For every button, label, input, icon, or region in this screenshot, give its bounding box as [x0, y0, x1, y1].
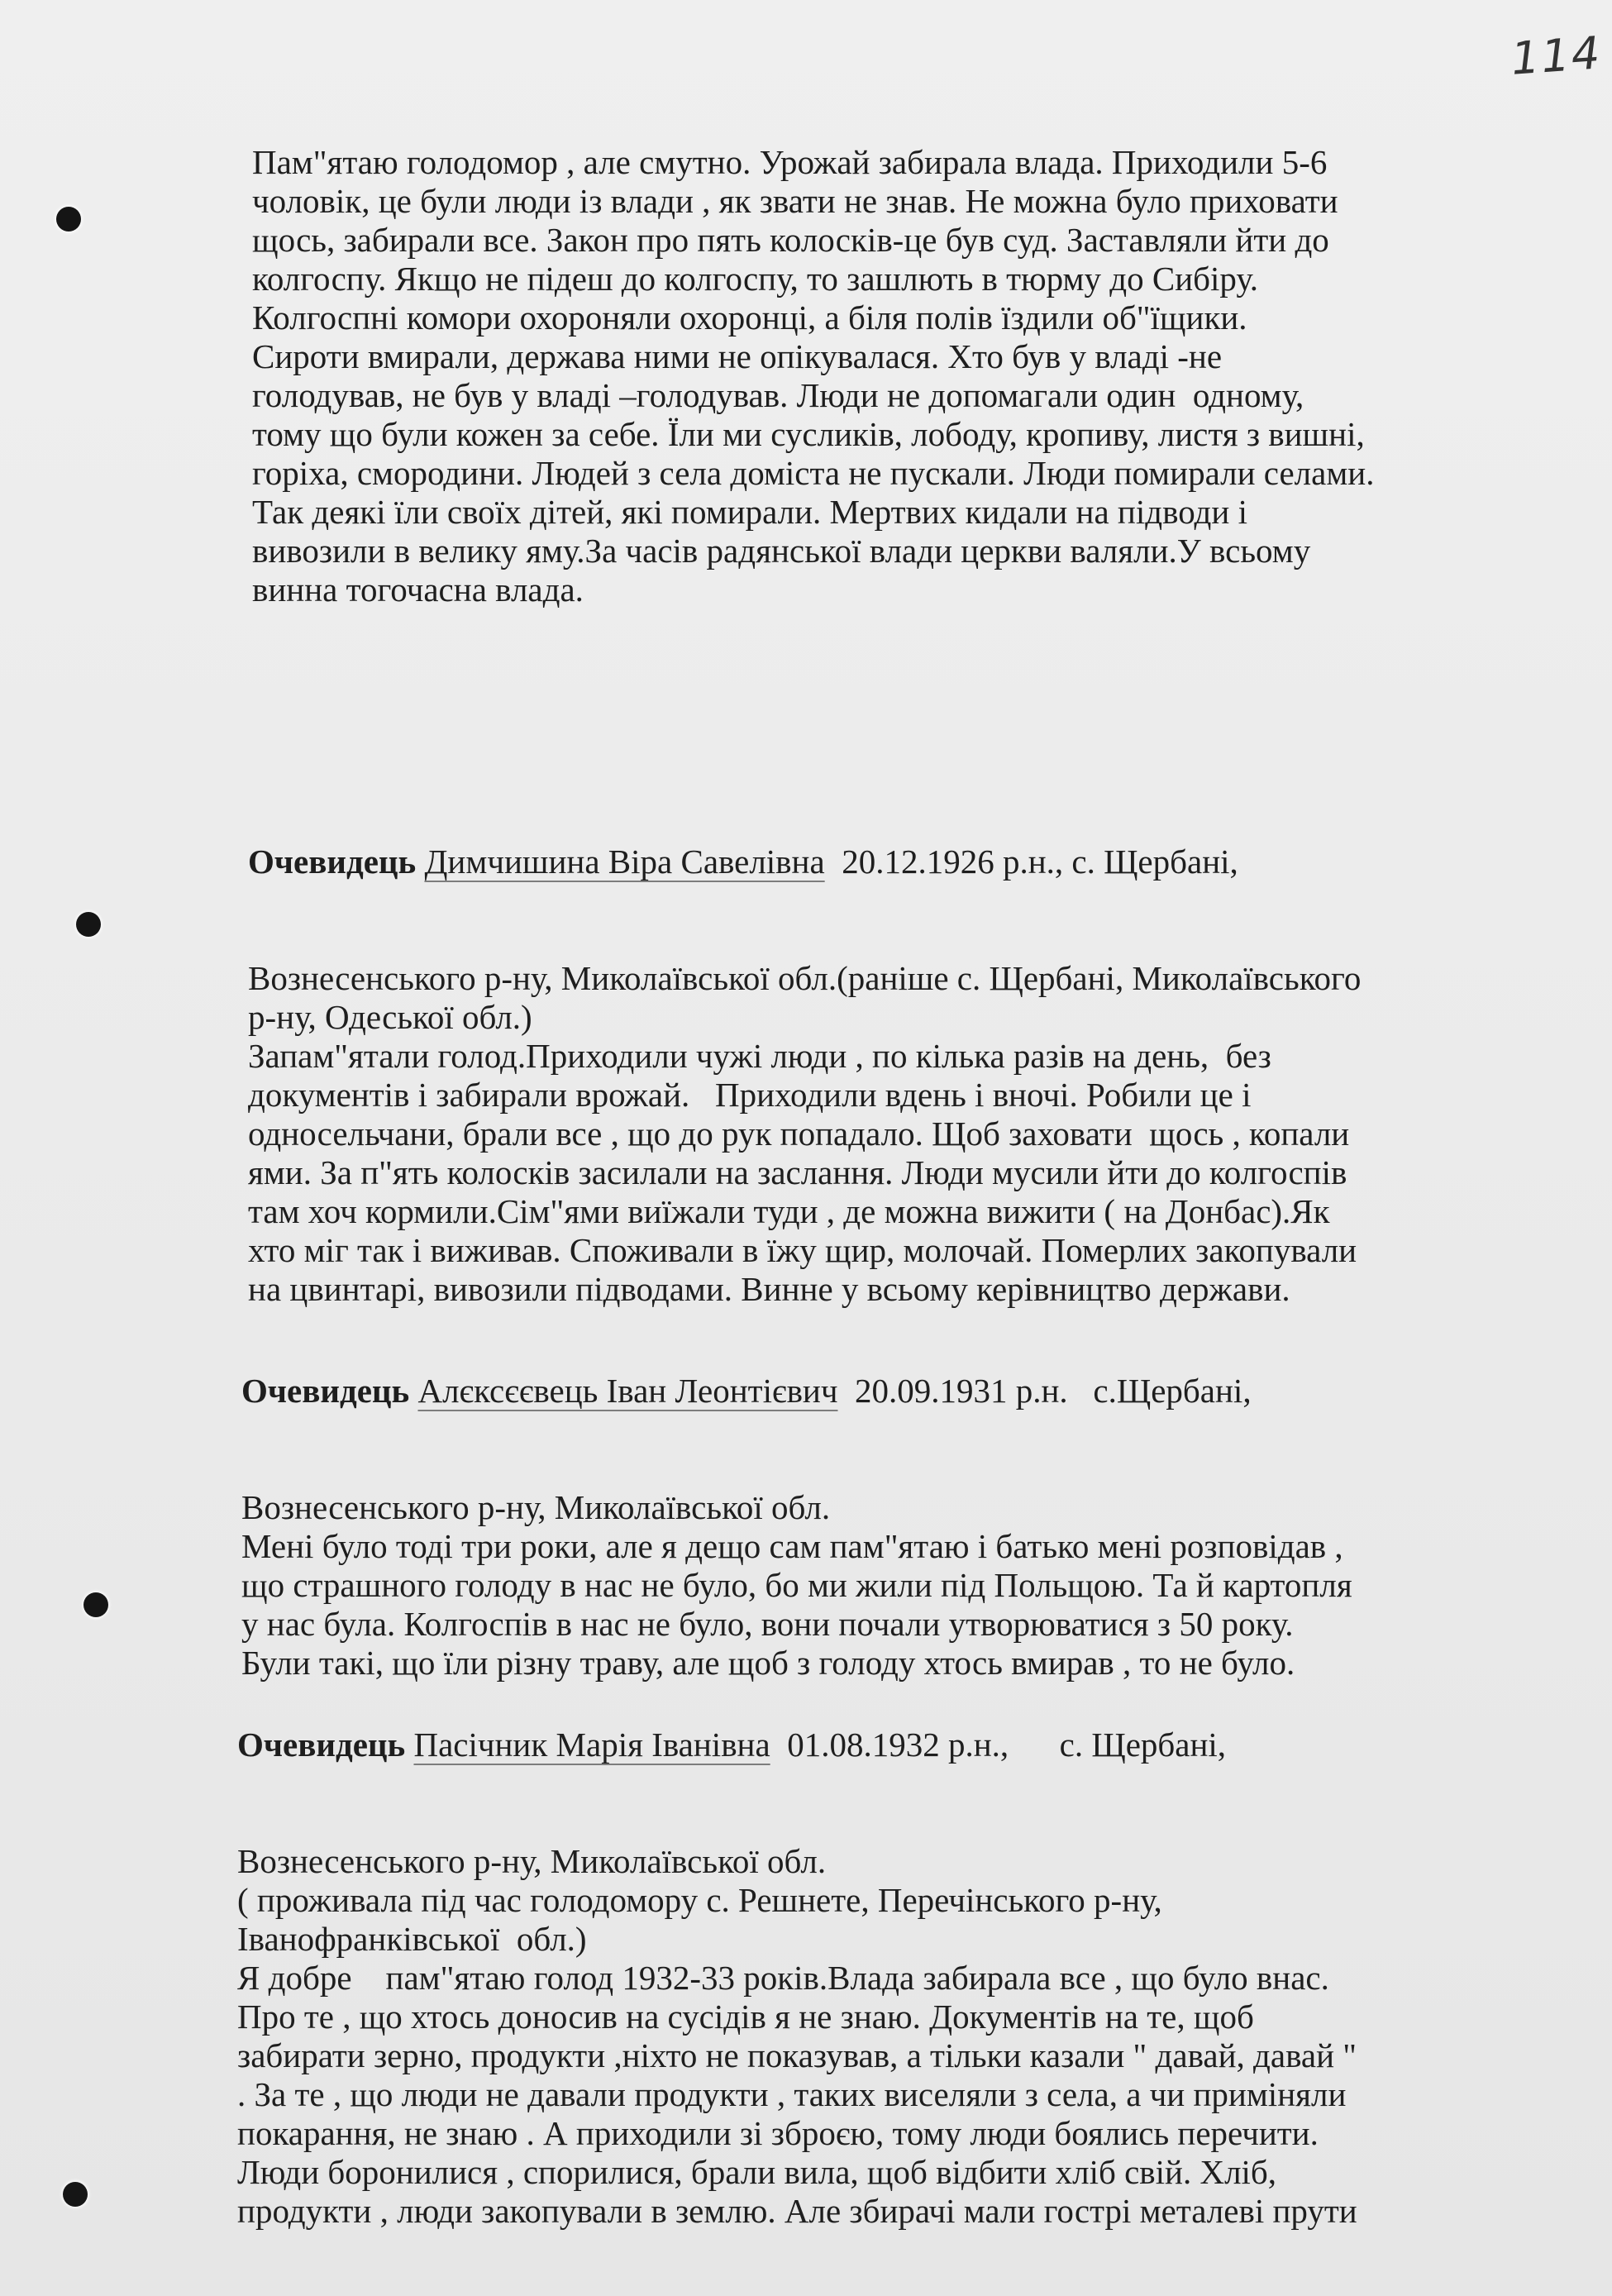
- witness-2-name: Алєксєєвець Іван Леонтієвич: [417, 1372, 838, 1410]
- witness-3-header-details: 01.08.1932 р.н., с. Щербані,: [770, 1726, 1227, 1764]
- witness-3-line: Про те , що хтось доносив на сусідів я не знаю. Документів на те, щоб: [237, 1998, 1254, 2036]
- witness-1-section: [248, 765, 1361, 1309]
- witness-3-line: . За те , що люди не давали продукти , таких виселяли з села, а чи приміняли: [237, 2075, 1347, 2113]
- paragraph-1-line: колгоспу. Якщо не підеш до колгоспу, то зашлють в тюрму до Сибіру.: [252, 260, 1259, 298]
- witness-2-header-details: 20.09.1931 р.н. с.Щербані,: [837, 1372, 1252, 1410]
- witness-3-line: Вознесенського р-ну, Миколаївської обл.: [237, 1842, 827, 1880]
- witness-3-line: Іванофранківської обл.): [237, 1920, 587, 1958]
- witness-2-line: у нас була. Колгоспів в нас не було, вони почали утворюватися з 50 року.: [241, 1605, 1294, 1643]
- witness-2-section: [241, 1294, 1352, 1683]
- witness-3-line: забирати зерно, продукти ,ніхто не показував, а тільки казали " давай, давай ": [237, 2036, 1357, 2074]
- witness-3-label: Очевидець: [237, 1726, 406, 1764]
- paragraph-1-line: вивозили в велику яму.За часів радянської влади церкви валяли.У всьому: [252, 532, 1311, 570]
- paragraph-1-line: горіха, смородини. Людей з села доміста не пускали. Люди помирали селами.: [252, 454, 1375, 492]
- witness-3-line: Люди боронилися , спорилися, брали вила, щоб відбити хліб свій. Хліб,: [237, 2153, 1277, 2191]
- witness-1-header: [248, 843, 1361, 881]
- paragraph-1-line: щось, забирали все. Закон про пять колосків-це був суд. Заставляли йти до: [252, 221, 1329, 259]
- witness-1-line: односельчани, брали все , що до рук попадало. Щоб заховати щось , копали: [248, 1115, 1350, 1153]
- witness-1-line: хто міг так і виживав. Споживали в їжу щир, молочай. Померлих закопували: [248, 1231, 1357, 1269]
- witness-3-header: [237, 1726, 1357, 1764]
- witness-2-line: Мені було тоді три роки, але я дещо сам пам"ятаю і батько мені розповідав ,: [241, 1527, 1343, 1565]
- witness-1-line: там хоч кормили.Сім"ями виїжали туди , де можна вижити ( на Донбас).Як: [248, 1192, 1330, 1230]
- witness-2-line: що страшного голоду в нас не було, бо ми жили під Польщою. Та й картопля: [241, 1566, 1352, 1604]
- witness-1-line: документів і забирали врожай. Приходили вдень і вночі. Робили це і: [248, 1076, 1252, 1114]
- witness-1-line: ями. За п"ять колосків засилали на заслання. Люди мусили йти до колгоспів: [248, 1153, 1347, 1191]
- witness-2-label: Очевидець: [241, 1372, 410, 1410]
- witness-3-line: ( проживала під час голодомору с. Решнете, Перечінського р-ну,: [237, 1881, 1162, 1919]
- paragraph-1-line: Так деякі їли своїх дітей, які помирали. Мертвих кидали на підводи і: [252, 493, 1247, 531]
- punch-hole-1: [56, 207, 81, 232]
- witness-1-name: Димчишина Віра Савелівна: [424, 843, 825, 881]
- witness-2-header: [241, 1372, 1352, 1411]
- paragraph-1-line: чоловік, це були люди із влади , як звати не знав. Не можна було приховати: [252, 182, 1338, 220]
- paragraph-1-line: Пам"ятаю голодомор , але смутно. Урожай забирала влада. Приходили 5-6: [252, 143, 1328, 181]
- witness-3-name: Пасічник Марія Іванівна: [413, 1726, 770, 1764]
- witness-1-line: Запам"ятали голод.Приходили чужі люди , по кілька разів на день, без: [248, 1037, 1271, 1075]
- paragraph-1-line: винна тогочасна влада.: [252, 570, 584, 609]
- paragraph-1-line: Сироти вмирали, держава ними не опікувалася. Хто був у владі -не: [252, 337, 1223, 375]
- paragraph-1-line: тому що були кожен за себе. Їли ми сусликів, лободу, кропиву, листя з вишні,: [252, 415, 1365, 453]
- witness-1-line: р-ну, Одеської обл.): [248, 998, 532, 1036]
- witness-1-label: Очевидець: [248, 843, 417, 881]
- paragraph-1-line: голодував, не був у владі –голодував. Люди не допомагали один одному,: [252, 376, 1304, 414]
- witness-3-section: [237, 1648, 1357, 2231]
- witness-1-header-details: 20.12.1926 р.н., с. Щербані,: [824, 843, 1238, 881]
- punch-hole-4: [63, 2182, 88, 2207]
- punch-hole-3: [83, 1592, 108, 1617]
- witness-1-line: на цвинтарі, вивозили підводами. Винне у всьому керівництво держави.: [248, 1270, 1290, 1308]
- witness-3-line: Я добре пам"ятаю голод 1932-33 років.Влада забирала все , що було внас.: [237, 1959, 1329, 1997]
- witness-1-line: Вознесенського р-ну, Миколаївської обл.(раніше с. Щербані, Миколаївського: [248, 959, 1362, 997]
- witness-3-line: продукти , люди закопували в землю. Але збирачі мали гострі металеві прути: [237, 2192, 1357, 2230]
- testimony-paragraph-1: [252, 143, 1374, 609]
- witness-2-line: Були такі, що їли різну траву, але щоб з голоду хтось вмирав , то не було.: [241, 1644, 1295, 1682]
- page-number: 114: [1509, 26, 1604, 85]
- witness-2-line: Вознесенського р-ну, Миколаївської обл.: [241, 1488, 831, 1526]
- paragraph-1-line: Колгоспні комори охороняли охоронці, а біля полів їздили об"їщики.: [252, 298, 1247, 337]
- punch-hole-2: [76, 912, 101, 937]
- witness-3-line: покарання, не знаю . А приходили зі зброєю, тому люди боялись перечити.: [237, 2114, 1319, 2152]
